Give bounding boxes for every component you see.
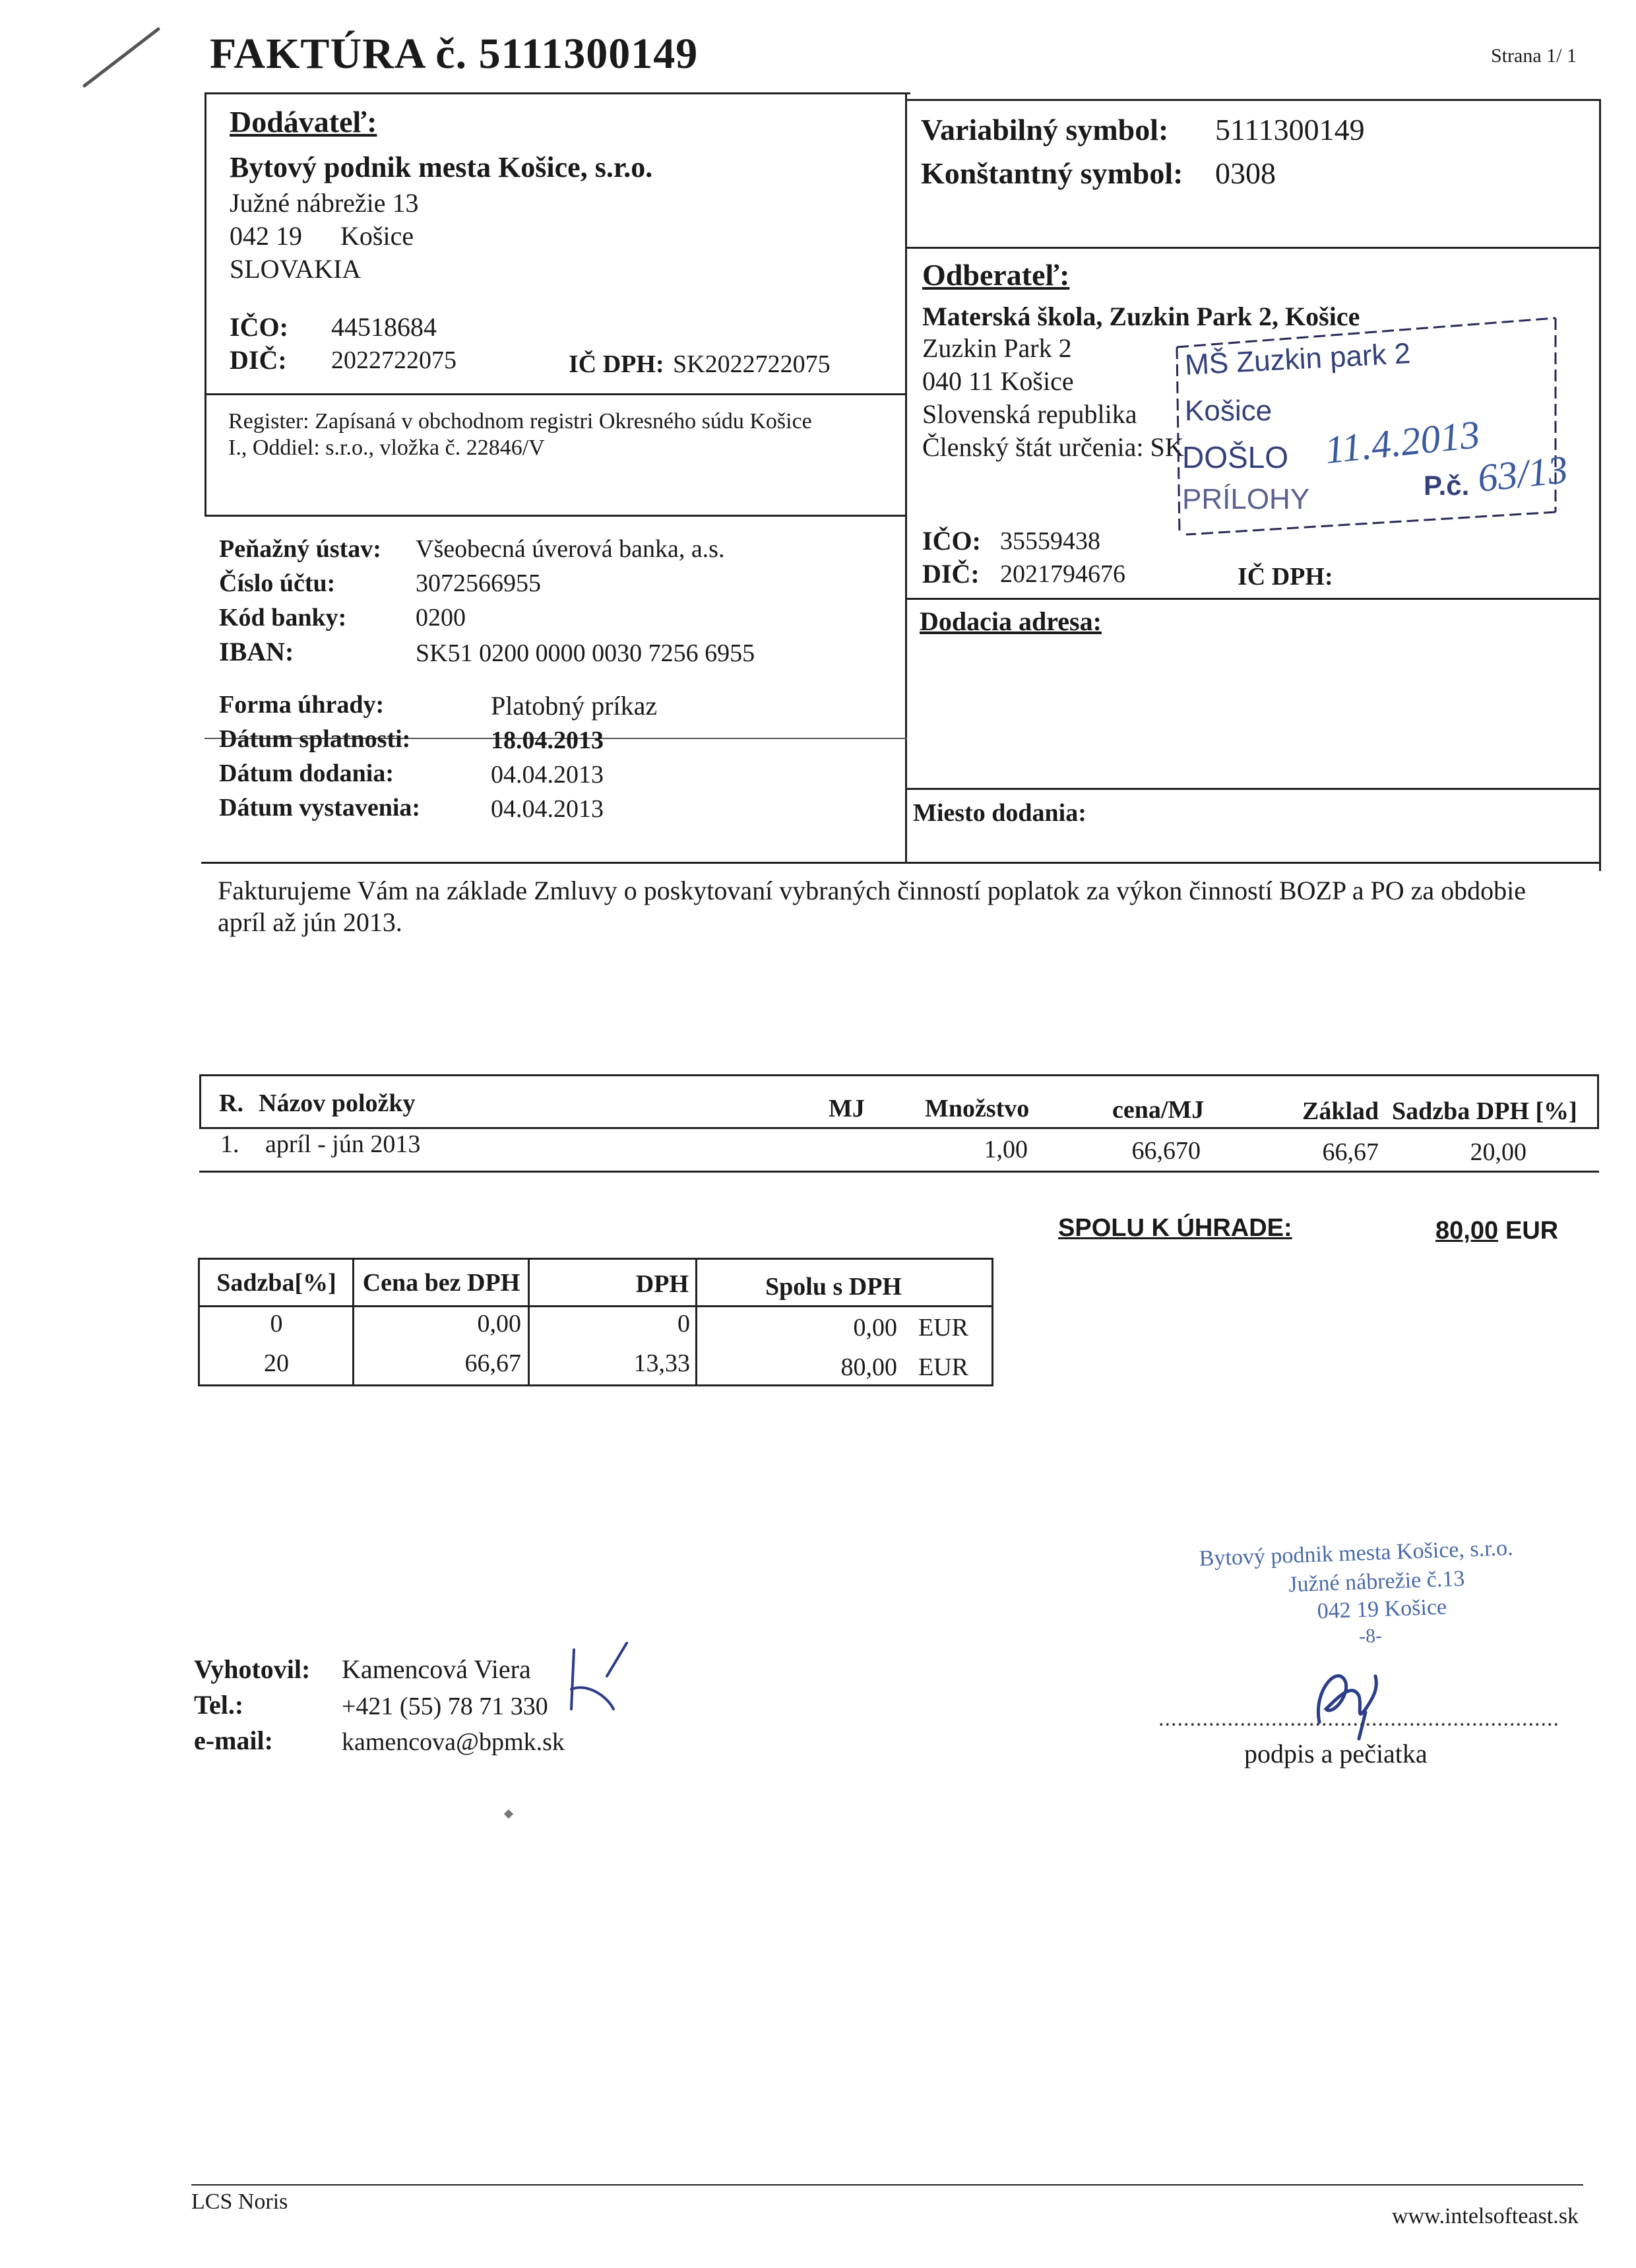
due-date-value: 18.04.2013 [491, 727, 604, 754]
due-date-label: Dátum splatnosti: [219, 725, 411, 753]
customer-ico: 35559438 [1000, 527, 1100, 555]
frame-customer-bottom [907, 598, 1600, 600]
vat-row-currency: EUR [918, 1353, 968, 1381]
issuer-tel-label: Tel.: [194, 1690, 244, 1720]
items-table-header-bottom [199, 1127, 1599, 1129]
items-table-left [199, 1074, 201, 1128]
total-value: 80,00 [1435, 1217, 1499, 1245]
vat-table-top [198, 1258, 993, 1260]
item-r: 1. [220, 1130, 239, 1158]
footer-rule [191, 2184, 1583, 2186]
page-number: Strana 1/ 1 [1491, 45, 1577, 67]
items-col-base: Základ [1302, 1097, 1379, 1125]
supplier-street: Južné nábrežie 13 [230, 188, 419, 218]
received-stamp-pc: P.č. [1424, 470, 1470, 501]
variable-symbol-value: 5111300149 [1215, 113, 1365, 146]
frame-symbols-bottom [907, 247, 1600, 249]
supplier-dic: 2022722075 [331, 346, 456, 374]
payment-method-label: Forma úhrady: [219, 691, 385, 719]
vat-row-vat: 0 [677, 1310, 690, 1338]
vat-table-sep2 [528, 1258, 530, 1386]
customer-dic-label: DIČ: [922, 559, 980, 589]
company-stamp-line3: 042 19 Košice [1317, 1594, 1447, 1624]
frame-top-right [907, 99, 1600, 101]
vat-col-net: Cena bez DPH [362, 1269, 520, 1297]
received-stamp-date: 11.4.2013 [1323, 412, 1482, 472]
supply-date-value: 04.04.2013 [491, 761, 604, 789]
vat-row-gross: 0,00 [853, 1314, 897, 1342]
vat-col-rate: Sadzba[%] [216, 1269, 336, 1297]
issuer-email-label: e-mail: [194, 1726, 273, 1755]
supplier-ico-label: IČO: [230, 312, 288, 342]
customer-street: Zuzkin Park 2 [922, 333, 1072, 363]
issued-by-value: Kamencová Viera [342, 1654, 531, 1684]
customer-icdph-label: IČ DPH: [1238, 563, 1333, 591]
vat-col-gross: Spolu s DPH [765, 1273, 902, 1301]
vat-row-currency: EUR [918, 1314, 968, 1342]
items-col-r: R. [219, 1089, 243, 1117]
delivery-address-label: Dodacia adresa: [920, 606, 1102, 636]
company-stamp [1179, 1524, 1592, 1670]
customer-zip-city: 040 11 Košice [922, 366, 1074, 396]
supplier-dic-label: DIČ: [230, 345, 287, 375]
vat-row-vat: 13,33 [633, 1349, 690, 1377]
invoice-description-line2: apríl až jún 2013. [218, 907, 402, 937]
vat-row-net: 0,00 [477, 1310, 521, 1338]
total-label: SPOLU K ÚHRADE: [1058, 1214, 1292, 1242]
vat-table-right [991, 1258, 993, 1386]
bank-code-value: 0200 [416, 604, 466, 632]
company-stamp-line2: Južné nábrežie č.13 [1288, 1566, 1465, 1598]
issue-date-value: 04.04.2013 [491, 795, 604, 823]
customer-country: Slovenská republika [922, 399, 1137, 429]
received-stamp-line3: DOŠLO [1182, 440, 1289, 474]
frame-top-left [204, 92, 910, 94]
signature-dots: ................................................................ [1158, 1706, 1559, 1731]
items-col-price: cena/MJ [1112, 1096, 1205, 1124]
company-stamp-line4: -8- [1358, 1625, 1383, 1648]
vat-row-rate: 0 [270, 1310, 283, 1338]
invoice-title: FAKTÚRA č. 5111300149 [210, 30, 699, 78]
total-currency: EUR [1505, 1217, 1559, 1245]
received-stamp [1173, 314, 1570, 536]
supply-date-label: Dátum dodania: [219, 760, 394, 787]
issued-by-label: Vyhotovil: [194, 1654, 311, 1684]
frame-supplier-bottom [204, 393, 907, 395]
frame-register-bottom [204, 515, 907, 517]
bank-label: Peňažný ústav: [219, 535, 381, 563]
supplier-ico: 44518684 [331, 312, 437, 342]
frame-middle-divider [905, 92, 907, 863]
iban-label: IBAN: [219, 637, 294, 666]
items-table-right [1597, 1074, 1599, 1128]
supplier-register-line2: I., Oddiel: s.r.o., vložka č. 22846/V [228, 436, 545, 460]
item-name: apríl - jún 2013 [265, 1130, 421, 1158]
supplier-country: SLOVAKIA [230, 254, 362, 284]
item-rate: 20,00 [1470, 1138, 1526, 1166]
vat-col-vat: DPH [635, 1270, 689, 1298]
vat-row-rate: 20 [264, 1349, 289, 1377]
bank-value: Všeobecná úverová banka, a.s. [416, 535, 725, 563]
invoice-description-line1: Fakturujeme Vám na základe Zmluvy o poskytovaní vybraných činností poplatok za výkon činností BOZP a PO za obdobie [218, 876, 1526, 905]
supplier-city: Košice [340, 221, 414, 251]
items-col-name: Názov položky [259, 1089, 416, 1117]
received-stamp-line2: Košice [1185, 395, 1273, 427]
item-base: 66,67 [1322, 1138, 1379, 1166]
footer-right: www.intelsofteast.sk [1392, 2204, 1579, 2228]
issuer-email-value: kamencova@bpmk.sk [342, 1728, 565, 1756]
vat-row-gross: 80,00 [840, 1353, 897, 1381]
company-stamp-line1: Bytový podnik mesta Košice, s.r.o. [1199, 1536, 1514, 1571]
supplier-heading: Dodávateľ: [230, 105, 377, 139]
issuer-initials [561, 1636, 633, 1722]
frame-bottom [201, 862, 1601, 864]
bank-code-label: Kód banky: [219, 604, 347, 632]
account-value: 3072566955 [416, 569, 541, 597]
items-col-rate: Sadzba DPH [%] [1392, 1097, 1577, 1125]
payment-method-value: Platobný príkaz [491, 691, 658, 721]
customer-member-state: Členský štát určenia: SK [922, 432, 1184, 462]
received-stamp-line1: MŠ Zuzkin park 2 [1183, 337, 1412, 381]
supplier-zip: 042 19 [230, 221, 302, 251]
constant-symbol-value: 0308 [1215, 156, 1276, 190]
items-table-bottom [199, 1171, 1599, 1173]
supplier-name: Bytový podnik mesta Košice, s.r.o. [230, 151, 653, 183]
frame-left-edge [204, 92, 206, 515]
variable-symbol-label: Variabilný symbol: [921, 113, 1169, 146]
customer-dic: 2021794676 [1000, 560, 1125, 588]
issuer-tel-value: +421 (55) 78 71 330 [342, 1693, 548, 1720]
received-stamp-pc-value: 63/13 [1475, 447, 1570, 500]
received-stamp-line4: PRÍLOHY [1182, 483, 1310, 515]
constant-symbol-label: Konštantný symbol: [921, 156, 1183, 190]
iban-value: SK51 0200 0000 0030 7256 6955 [416, 639, 755, 667]
vat-table-sep3 [695, 1258, 697, 1386]
items-col-qty: Množstvo [925, 1095, 1030, 1122]
customer-heading: Odberateľ: [922, 258, 1070, 292]
frame-right-edge [1599, 99, 1601, 871]
customer-name: Materská škola, Zuzkin Park 2, Košice [922, 302, 1360, 331]
pen-stroke-mark [79, 20, 172, 92]
frame-delivery-bottom [907, 788, 1600, 790]
footer-left: LCS Noris [191, 2189, 288, 2214]
small-mark [504, 1809, 513, 1819]
item-qty: 1,00 [984, 1136, 1028, 1163]
issue-date-label: Dátum vystavenia: [219, 794, 421, 822]
delivery-place-label: Miesto dodania: [913, 799, 1086, 827]
vat-table-header-bottom [198, 1305, 993, 1307]
signature-label: podpis a pečiatka [1244, 1739, 1428, 1768]
vat-row-net: 66,67 [464, 1349, 521, 1377]
customer-ico-label: IČO: [922, 526, 981, 556]
vat-table-sep1 [352, 1258, 354, 1386]
items-table-top [199, 1074, 1599, 1076]
account-label: Číslo účtu: [219, 569, 336, 597]
vat-table-left [198, 1258, 200, 1386]
items-col-mj: MJ [829, 1095, 865, 1122]
supplier-register-line1: Register: Zapísaná v obchodnom registri Okresného súdu Košice [228, 409, 812, 434]
vat-table-bottom [198, 1384, 993, 1386]
supplier-icdph-label: IČ DPH: [569, 350, 664, 378]
supplier-icdph: SK2022722075 [673, 350, 831, 378]
item-price: 66,670 [1131, 1137, 1201, 1165]
